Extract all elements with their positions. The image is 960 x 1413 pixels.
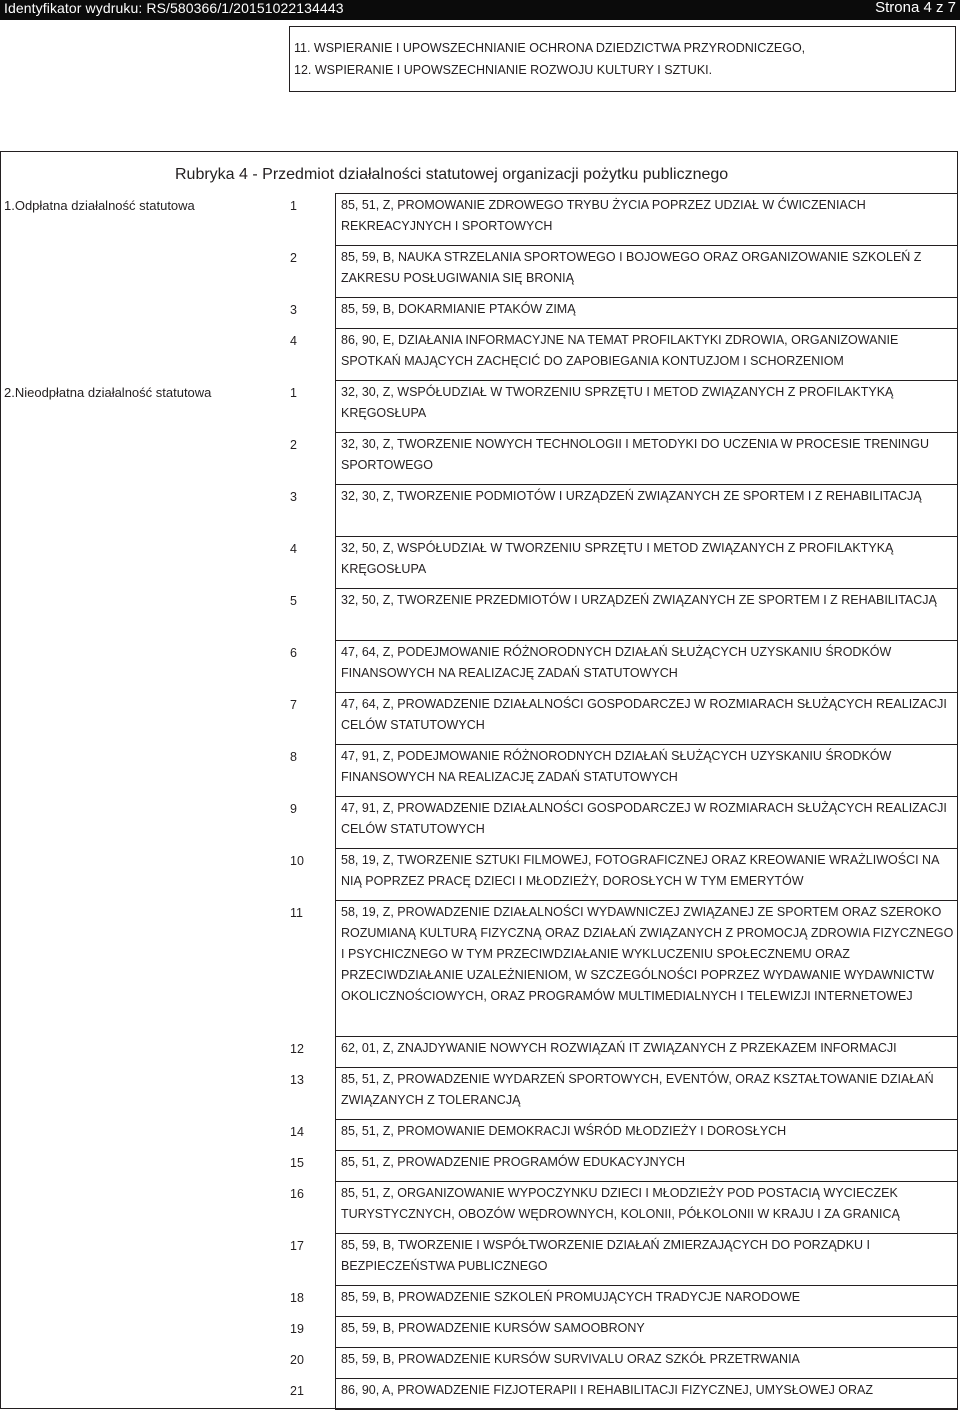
row-description: 47, 91, Z, PROWADZENIE DZIAŁALNOŚCI GOSPODARCZEJ W ROZMIARACH SŁUŻĄCYCH REALIZACJI CELÓW STATUTOWYCH <box>341 801 947 836</box>
row-number: 3 <box>290 303 297 317</box>
row-number: 6 <box>290 646 297 660</box>
row-number: 7 <box>290 698 297 712</box>
row-number: 11 <box>290 906 303 920</box>
row-description: 85, 51, Z, PROWADZENIE PROGRAMÓW EDUKACYJNYCH <box>341 1155 686 1169</box>
print-header <box>0 0 960 20</box>
row-number: 10 <box>290 854 304 868</box>
print-identifier: Identyfikator wydruku: RS/580366/1/20151022134443 <box>4 0 344 16</box>
row-number: 13 <box>290 1073 304 1087</box>
row-description: 47, 64, Z, PODEJMOWANIE RÓŻNORODNYCH DZIAŁAŃ SŁUŻĄCYCH UZYSKANIU ŚRODKÓW FINANSOWYCH NA REALIZACJĘ ZADAŃ STATUTOWYCH <box>341 645 892 680</box>
row-description: 32, 30, Z, WSPÓŁUDZIAŁ W TWORZENIU SPRZĘTU I METOD ZWIĄZANYCH Z PROFILAKTYKĄ KRĘGOSŁUPA <box>341 385 894 420</box>
row-description: 32, 50, Z, TWORZENIE PRZEDMIOTÓW I URZĄDZEŃ ZWIĄZANYCH ZE SPORTEM I Z REHABILITACJĄ <box>341 593 937 607</box>
row-number: 18 <box>290 1291 304 1305</box>
row-number: 2 <box>290 251 297 265</box>
list-item: 11. WSPIERANIE I UPOWSZECHNIANIE OCHRONA DZIEDZICTWA PRZYRODNICZEGO, <box>294 41 806 55</box>
row-description: 47, 64, Z, PROWADZENIE DZIAŁALNOŚCI GOSPODARCZEJ W ROZMIARACH SŁUŻĄCYCH REALIZACJI CELÓW STATUTOWYCH <box>341 697 947 732</box>
row-description: 85, 59, B, PROWADZENIE KURSÓW SURVIVALU ORAZ SZKÓŁ PRZETRWANIA <box>341 1352 800 1366</box>
continued-list-box <box>289 26 956 92</box>
row-description: 58, 19, Z, PROWADZENIE DZIAŁALNOŚCI WYDAWNICZEJ ZWIĄZANEJ ZE SPORTEM ORAZ SZEROKO ROZUMIANĄ KULTURĄ FIZYCZNĄ ORAZ DZIAŁAŃ ZWIĄZANYCH Z PROMOCJĄ ZDROWIA FIZYCZNEGO I PSYCHICZNEGO W TYM PRZECIWDZIAŁANIE WYKLUCZENIU SPOŁECZNEMU ORAZ PRZECIWDZIAŁANIE UZALEŻNIENIOM, W SZCZEGÓLNOŚCI POPRZEZ WYDAWANIE WYDAWNICTW OKOLICZNOŚCIOWYCH, ORAZ PROGRAMÓW MULTIMEDIALNYCH I TELEWIZJI INTERNETOWEJ <box>341 905 954 1003</box>
row-description: 85, 51, Z, PROWADZENIE WYDARZEŃ SPORTOWYCH, EVENTÓW, ORAZ KSZTAŁTOWANIE DZIAŁAŃ ZWIĄZANYCH Z TOLERANCJĄ <box>341 1072 934 1107</box>
row-description: 85, 51, Z, ORGANIZOWANIE WYPOCZYNKU DZIECI I MŁODZIEŻY POD POSTACIĄ WYCIECZEK TURYSTYCZNYCH, OBOZÓW WĘDROWNYCH, KOLONII, PÓŁKOLONII W KRAJU I ZA GRANICĄ <box>341 1186 900 1221</box>
row-description: 85, 59, B, TWORZENIE I WSPÓŁTWORZENIE DZIAŁAŃ ZMIERZAJĄCYCH DO PORZĄDKU I BEZPIECZEŃSTWA PUBLICZNEGO <box>341 1238 871 1273</box>
row-number: 4 <box>290 334 297 348</box>
row-description: 85, 51, Z, PROMOWANIE DEMOKRACJI WŚRÓD MŁODZIEŻY I DOROSŁYCH <box>341 1124 787 1138</box>
unpaid-activity-label: 2.Nieodpłatna działalność statutowa <box>4 385 212 400</box>
row-number: 15 <box>290 1156 304 1170</box>
row-number: 21 <box>290 1384 304 1398</box>
row-number: 1 <box>290 199 297 213</box>
row-description: 85, 59, B, PROWADZENIE KURSÓW SAMOOBRONY <box>341 1321 645 1335</box>
row-number: 2 <box>290 438 297 452</box>
row-description: 85, 51, Z, PROMOWANIE ZDROWEGO TRYBU ŻYCIA POPRZEZ UDZIAŁ W ĆWICZENIACH REKREACYJNYCH I SPORTOWYCH <box>341 198 866 233</box>
row-number: 3 <box>290 490 297 504</box>
row-number: 20 <box>290 1353 304 1367</box>
row-number: 1 <box>290 386 297 400</box>
row-number: 16 <box>290 1187 304 1201</box>
row-description: 32, 30, Z, TWORZENIE NOWYCH TECHNOLOGII I METODYKI DO UCZENIA W PROCESIE TRENINGU SPORTOWEGO <box>341 437 930 472</box>
row-number: 4 <box>290 542 297 556</box>
list-item: 12. WSPIERANIE I UPOWSZECHNIANIE ROZWOJU KULTURY I SZTUKI. <box>294 63 713 77</box>
row-number: 17 <box>290 1239 304 1253</box>
row-description: 85, 59, B, DOKARMIANIE PTAKÓW ZIMĄ <box>341 302 576 316</box>
row-description: 86, 90, A, PROWADZENIE FIZJOTERAPII I REHABILITACJI FIZYCZNEJ, UMYSŁOWEJ ORAZ <box>341 1383 874 1397</box>
paid-activity-label: 1.Odpłatna działalność statutowa <box>4 198 195 213</box>
row-description: 86, 90, E, DZIAŁANIA INFORMACYJNE NA TEMAT PROFILAKTYKI ZDROWIA, ORGANIZOWANIE SPOTKAŃ MAJĄCYCH ZACHĘCIĆ DO ZAPOBIEGANIA KONTUZJOM I SCHORZENIOM <box>341 333 899 368</box>
row-description: 62, 01, Z, ZNAJDYWANIE NOWYCH ROZWIĄZAŃ IT ZWIĄZANYCH Z PRZEKAZEM INFORMACJI <box>341 1041 897 1055</box>
row-description: 85, 59, B, PROWADZENIE SZKOLEŃ PROMUJĄCYCH TRADYCJE NARODOWE <box>341 1290 801 1304</box>
page-number: Strona 4 z 7 <box>875 0 956 16</box>
row-description: 32, 30, Z, TWORZENIE PODMIOTÓW I URZĄDZEŃ ZWIĄZANYCH ZE SPORTEM I Z REHABILITACJĄ <box>341 489 922 503</box>
row-description: 85, 59, B, NAUKA STRZELANIA SPORTOWEGO I BOJOWEGO ORAZ ORGANIZOWANIE SZKOLEŃ Z ZAKRESU POSŁUGIWANIA SIĘ BRONIĄ <box>341 250 922 285</box>
row-description: 58, 19, Z, TWORZENIE SZTUKI FILMOWEJ, FOTOGRAFICZNEJ ORAZ KREOWANIE WRAŻLIWOŚCI NA NIĄ POPRZEZ PRACĘ DZIECI I MŁODZIEŻY, DOROSŁYCH W TYM EMERYTÓW <box>341 853 939 888</box>
row-number: 19 <box>290 1322 304 1336</box>
row-number: 12 <box>290 1042 304 1056</box>
section-title: Rubryka 4 - Przedmiot działalności statutowej organizacji pożytku publicznego <box>175 166 729 183</box>
row-number: 5 <box>290 594 297 608</box>
row-description: 47, 91, Z, PODEJMOWANIE RÓŻNORODNYCH DZIAŁAŃ SŁUŻĄCYCH UZYSKANIU ŚRODKÓW FINANSOWYCH NA REALIZACJĘ ZADAŃ STATUTOWYCH <box>341 749 892 784</box>
row-number: 8 <box>290 750 297 764</box>
row-description: 32, 50, Z, WSPÓŁUDZIAŁ W TWORZENIU SPRZĘTU I METOD ZWIĄZANYCH Z PROFILAKTYKĄ KRĘGOSŁUPA <box>341 541 894 576</box>
row-number: 14 <box>290 1125 304 1139</box>
row-number: 9 <box>290 802 297 816</box>
